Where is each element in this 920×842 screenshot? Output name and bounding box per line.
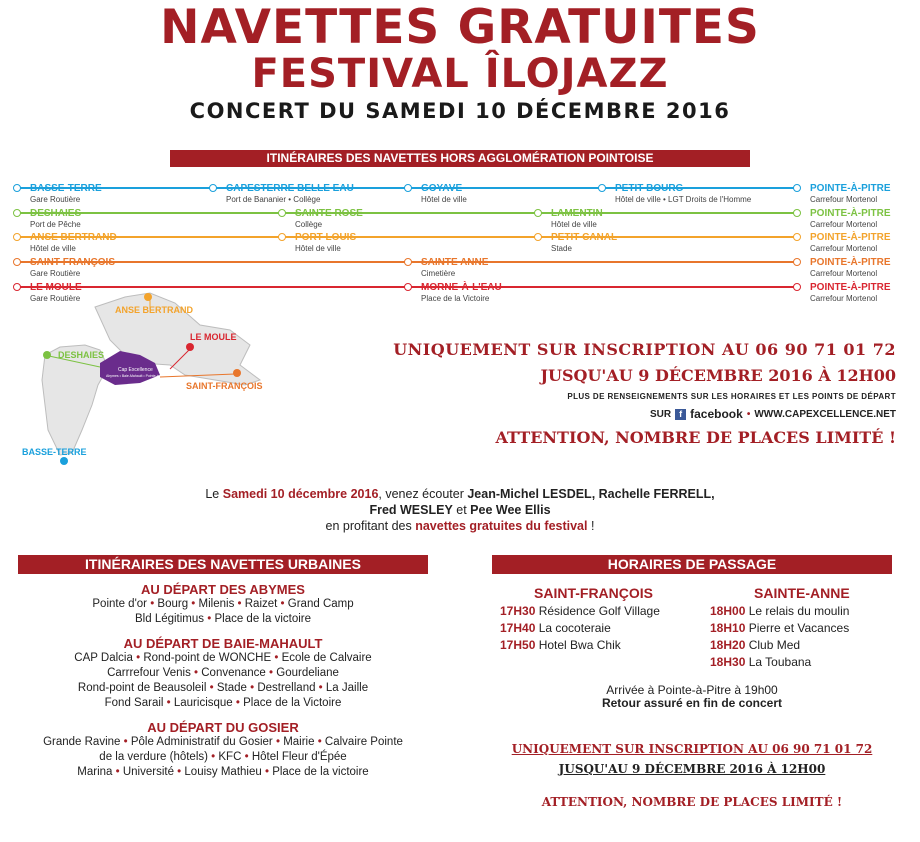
intro-text: en profitant des: [325, 519, 416, 533]
more-info-text: PLUS DE RENSEIGNEMENTS SUR LES HORAIRES ET LES POINTS DE DÉPART: [567, 392, 896, 401]
urban-stop: Université: [122, 766, 174, 778]
routes-banner: ITINÉRAIRES DES NAVETTES HORS AGGLOMÉRATION POINTOISE: [170, 150, 750, 167]
urban-departure-title: AU DÉPART DE BAIE-MAHAULT: [123, 636, 323, 651]
schedule-place: Pierre et Vacances: [748, 621, 850, 635]
urban-stop: Destrelland: [257, 682, 316, 694]
route-stop-marker: [534, 209, 542, 217]
schedule-column: [710, 585, 900, 671]
urban-departure-title: AU DÉPART DES ABYMES: [141, 582, 305, 597]
intro-text: !: [587, 519, 595, 533]
urban-stop: Fond Sarail: [104, 697, 164, 709]
route-stop-name: MORNE-À-L'EAU: [421, 282, 502, 293]
route-stop-detail: Carrefour Mortenol: [810, 220, 878, 229]
route-stop-marker: [404, 283, 412, 291]
urban-stop-line: Grande Ravine • Pôle Administratif du Gosier • Mairie • Calvaire Pointe: [43, 736, 403, 748]
schedule-time: 18H20: [710, 638, 749, 652]
urban-stop: Stade: [216, 682, 247, 694]
schedule-time: 17H30: [500, 604, 539, 618]
saint-francois-marker: [233, 369, 241, 377]
route-stop-name: DESHAIES: [30, 208, 82, 219]
guadeloupe-map: [0, 285, 310, 475]
registration-deadline: JUSQU'AU 9 DÉCEMBRE 2016 À 12H00: [540, 366, 896, 385]
intro-shuttles: navettes gratuites du festival: [415, 519, 588, 533]
arrival-text: Arrivée à Pointe-à-Pitre à 19h00: [606, 683, 778, 697]
route-stop: [30, 209, 81, 230]
bottom-limited-places: ATTENTION, NOMBRE DE PLACES LIMITÉ !: [541, 795, 843, 809]
schedule-column: [500, 585, 690, 654]
cap-sub-label: Abymes • Baie-Mahault • Pointe-à-Pitre: [106, 374, 168, 378]
route-stop-marker: [793, 184, 801, 192]
route-stop-detail: Hôtel de ville: [551, 220, 597, 229]
schedule-banner: HORAIRES DE PASSAGE: [492, 555, 892, 574]
bottom-registration-phone: UNIQUEMENT SUR INSCRIPTION AU 06 90 71 01 72: [511, 742, 873, 756]
facebook-icon: f: [675, 409, 686, 420]
urban-stop-line: Carrrefour Venis • Convenance • Gourdeliane: [107, 667, 339, 679]
route-stop-marker: [278, 209, 286, 217]
urban-banner: ITINÉRAIRES DES NAVETTES URBAINES: [18, 555, 428, 574]
festival-title: FESTIVAL ÎLOJAZZ: [251, 51, 669, 97]
intro-paragraph: [200, 486, 720, 534]
route-stop-name: POINTE-À-PITRE: [810, 208, 891, 219]
route-stop-marker: [13, 233, 21, 241]
schedule-row: [500, 603, 690, 620]
urban-stop: Carrrefour Venis: [107, 667, 191, 679]
intro-date: Samedi 10 décembre 2016: [222, 487, 379, 501]
schedule-time: 18H00: [710, 604, 749, 618]
intro-text: Le: [205, 487, 223, 501]
anse-bertrand-label: ANSE BERTRAND: [115, 305, 194, 315]
schedule-column-title: SAINTE-ANNE: [754, 585, 850, 601]
schedule-place: Résidence Golf Village: [538, 604, 660, 618]
urban-stop: Place de la victoire: [214, 613, 311, 625]
route-stop-name: LAMENTIN: [551, 208, 603, 219]
route-stop-detail: Collège: [295, 220, 323, 229]
route-stop-name: PETIT CANAL: [551, 232, 618, 243]
urban-stop: Pôle Administratif du Gosier: [130, 736, 273, 748]
urban-stop: Pointe d'or: [92, 598, 147, 610]
route-stop-detail: Place de la Victoire: [421, 294, 490, 303]
route-stop-marker: [598, 184, 606, 192]
intro-artists: Pee Wee Ellis: [470, 503, 551, 517]
urban-stop: Mairie: [283, 736, 315, 748]
cap-label: Cap Excellence: [118, 367, 153, 373]
schedule-row: [710, 620, 900, 637]
route-stop: [30, 258, 115, 279]
route-stop-name: PORT LOUIS: [295, 232, 357, 243]
urban-stop-line: Bld Légitimus • Place de la victoire: [135, 613, 311, 625]
basse-terre-label: BASSE-TERRE: [22, 447, 87, 457]
intro-text: et: [452, 503, 471, 517]
route-stop-marker: [13, 209, 21, 217]
route-stop: [810, 209, 891, 230]
urban-stop: Marina: [77, 766, 113, 778]
urban-stop-line: Marina • Université • Louisy Mathieu • Place de la victoire: [77, 766, 369, 778]
social-links: [650, 407, 896, 421]
anse-bertrand-marker: [144, 293, 152, 301]
route-stop-detail: Carrefour Mortenol: [810, 195, 878, 204]
schedule-row: [710, 654, 900, 671]
intro-text: , venez écouter: [378, 487, 468, 501]
route-stop-name: POINTE-À-PITRE: [810, 282, 891, 293]
urban-stop: de la verdure (hôtels): [99, 751, 208, 763]
route-line: [17, 236, 797, 238]
route-stop-marker: [209, 184, 217, 192]
intro-artists: Jean-Michel LESDEL, Rachelle FERRELL, Fred WESLEY: [369, 487, 715, 517]
deshaies-label: DESHAIES: [58, 350, 105, 360]
bottom-registration-deadline: JUSQU'AU 9 DÉCEMBRE 2016 À 12H00: [558, 762, 826, 776]
urban-stop: KFC: [218, 751, 242, 763]
urban-stop: Calvaire Pointe: [324, 736, 403, 748]
route-stop-marker: [793, 283, 801, 291]
urban-stop: Lauricisque: [173, 697, 233, 709]
le-moule-marker: [186, 343, 194, 351]
schedule-column-title: SAINT-FRANÇOIS: [534, 585, 653, 601]
concert-date-title: CONCERT DU SAMEDI 10 DÉCEMBRE 2016: [189, 99, 731, 123]
basse-terre-marker: [60, 457, 68, 465]
route-stop: [421, 184, 467, 205]
route-stop: [810, 184, 891, 205]
route-stop-marker: [534, 233, 542, 241]
urban-stop: Bld Légitimus: [135, 613, 205, 625]
schedule-time: 18H10: [710, 621, 749, 635]
route-stop: [615, 184, 751, 205]
sur-text: SUR: [650, 408, 672, 420]
urban-stop: Milenis: [198, 598, 235, 610]
urban-stop: CAP Dalcia: [74, 652, 133, 664]
route-stop-detail: Port de Pêche: [30, 220, 81, 229]
urban-stop: Gourdeliane: [276, 667, 339, 679]
schedule-place: Hotel Bwa Chik: [538, 638, 621, 652]
route-line: [17, 212, 797, 214]
urban-stop-line: Pointe d'or • Bourg • Milenis • Raizet • Grand Camp: [92, 598, 354, 610]
separator-bullet: •: [746, 408, 751, 420]
limited-places-warning: ATTENTION, NOMBRE DE PLACES LIMITÉ !: [495, 428, 896, 447]
urban-stop: Rond-point de WONCHE: [143, 652, 272, 664]
schedule-place: Club Med: [748, 638, 801, 652]
schedule-time: 17H50: [500, 638, 539, 652]
route-stop: [295, 209, 363, 230]
urban-stop-line: Fond Sarail • Lauricisque • Place de la Victoire: [104, 697, 342, 709]
urban-stop: Convenance: [201, 667, 266, 679]
route-stop-name: POINTE-À-PITRE: [810, 232, 891, 243]
deshaies-marker: [43, 351, 51, 359]
route-stop: [421, 283, 502, 304]
route-stop-marker: [278, 233, 286, 241]
route-stop-detail: Carrefour Mortenol: [810, 269, 878, 278]
urban-stop: Rond-point de Beausoleil: [77, 682, 207, 694]
route-stop-marker: [13, 258, 21, 266]
route-stop: [421, 258, 488, 279]
route-stop: [810, 233, 891, 254]
route-stop-marker: [793, 258, 801, 266]
route-stop-name: ANSE BERTRAND: [30, 232, 117, 243]
schedule-row: [710, 603, 900, 620]
route-stop-detail: Gare Routière: [30, 294, 81, 303]
urban-stop-line: Rond-point de Beausoleil • Stade • Destrelland • La Jaille: [77, 682, 369, 694]
facebook-link[interactable]: facebook: [690, 407, 743, 421]
schedule-columns: [500, 585, 900, 675]
urban-stop: Bourg: [157, 598, 189, 610]
urban-stop: Louisy Mathieu: [184, 766, 262, 778]
route-stop-marker: [13, 184, 21, 192]
urban-stop: Grande Ravine: [43, 736, 121, 748]
urban-stop: Grand Camp: [287, 598, 354, 610]
registration-phone: UNIQUEMENT SUR INSCRIPTION AU 06 90 71 01 72: [393, 340, 896, 359]
urban-stop: Raizet: [244, 598, 278, 610]
route-stop-name: POINTE-À-PITRE: [810, 257, 891, 268]
schedule-place: La Toubana: [748, 655, 812, 669]
route-stop: [30, 233, 117, 254]
urban-stop: Place de la victoire: [272, 766, 369, 778]
route-stop-detail: Hôtel de ville • LGT Droits de l'Homme: [615, 195, 752, 204]
route-stop-detail: Stade: [551, 244, 572, 253]
return-text: Retour assuré en fin de concert: [601, 696, 783, 710]
route-stop-detail: Gare Routière: [30, 195, 81, 204]
route-stop-name: LE MOULE: [30, 282, 82, 293]
route-lines: [0, 0, 920, 303]
urban-stop-line: de la verdure (hôtels) • KFC • Hôtel Fleur d'Épée: [99, 751, 347, 763]
route-stop-detail: Hôtel de ville: [295, 244, 341, 253]
le-moule-label: LE MOULE: [190, 332, 237, 342]
schedule-place: La cocoteraie: [538, 621, 611, 635]
schedule-time: 17H40: [500, 621, 539, 635]
urban-itineraries: [18, 582, 428, 780]
route-stop-name: SAINTE ANNE: [421, 257, 489, 268]
route-stop-detail: Cimetière: [421, 269, 456, 278]
route-stop-detail: Port de Bananier • Collège: [226, 195, 321, 204]
route-stop: [551, 209, 603, 230]
schedule-row: [500, 620, 690, 637]
route-stop-name: PETIT-BOURG: [615, 183, 684, 194]
route-stop-marker: [793, 233, 801, 241]
urban-stop: Hôtel Fleur d'Épée: [251, 751, 347, 763]
urban-stop: La Jaille: [325, 682, 369, 694]
route-stop: [810, 258, 891, 279]
route-stop-name: POINTE-À-PITRE: [810, 183, 891, 194]
route-stop-name: CAPESTERRE BELLE EAU: [226, 183, 354, 194]
schedule-place: Le relais du moulin: [748, 604, 850, 618]
route-stop-name: SAINT-FRANÇOIS: [30, 257, 115, 268]
schedule-time: 18H30: [710, 655, 749, 669]
urban-stop-line: CAP Dalcia • Rond-point de WONCHE • Ecole de Calvaire: [74, 652, 372, 664]
route-stop-marker: [793, 209, 801, 217]
route-stop-detail: Hôtel de ville: [421, 195, 467, 204]
route-stop-detail: Hôtel de ville: [30, 244, 76, 253]
route-stop-detail: Carrefour Mortenol: [810, 294, 878, 303]
route-stop-marker: [404, 258, 412, 266]
route-stop: [551, 233, 617, 254]
route-stop-name: SAINTE ROSE: [295, 208, 363, 219]
website-link[interactable]: WWW.CAPEXCELLENCE.NET: [754, 408, 896, 420]
route-stop-detail: Gare Routière: [30, 269, 81, 278]
route-stop-name: GOYAVE: [421, 183, 463, 194]
schedule-row: [500, 637, 690, 654]
route-stop: [30, 184, 102, 205]
urban-stop: Place de la Victoire: [243, 697, 342, 709]
route-stop-detail: Carrefour Mortenol: [810, 244, 878, 253]
saint-francois-label: SAINT-FRANÇOIS: [186, 381, 263, 391]
main-title: NAVETTES GRATUITES: [160, 0, 760, 55]
route-stop-name: BASSE-TERRE: [30, 183, 102, 194]
route-stop-marker: [404, 184, 412, 192]
urban-stop: Ecole de Calvaire: [281, 652, 372, 664]
urban-departure-title: AU DÉPART DU GOSIER: [147, 720, 299, 735]
route-stop: [226, 184, 354, 205]
route-stop: [810, 283, 891, 304]
route-stop: [295, 233, 356, 254]
schedule-row: [710, 637, 900, 654]
